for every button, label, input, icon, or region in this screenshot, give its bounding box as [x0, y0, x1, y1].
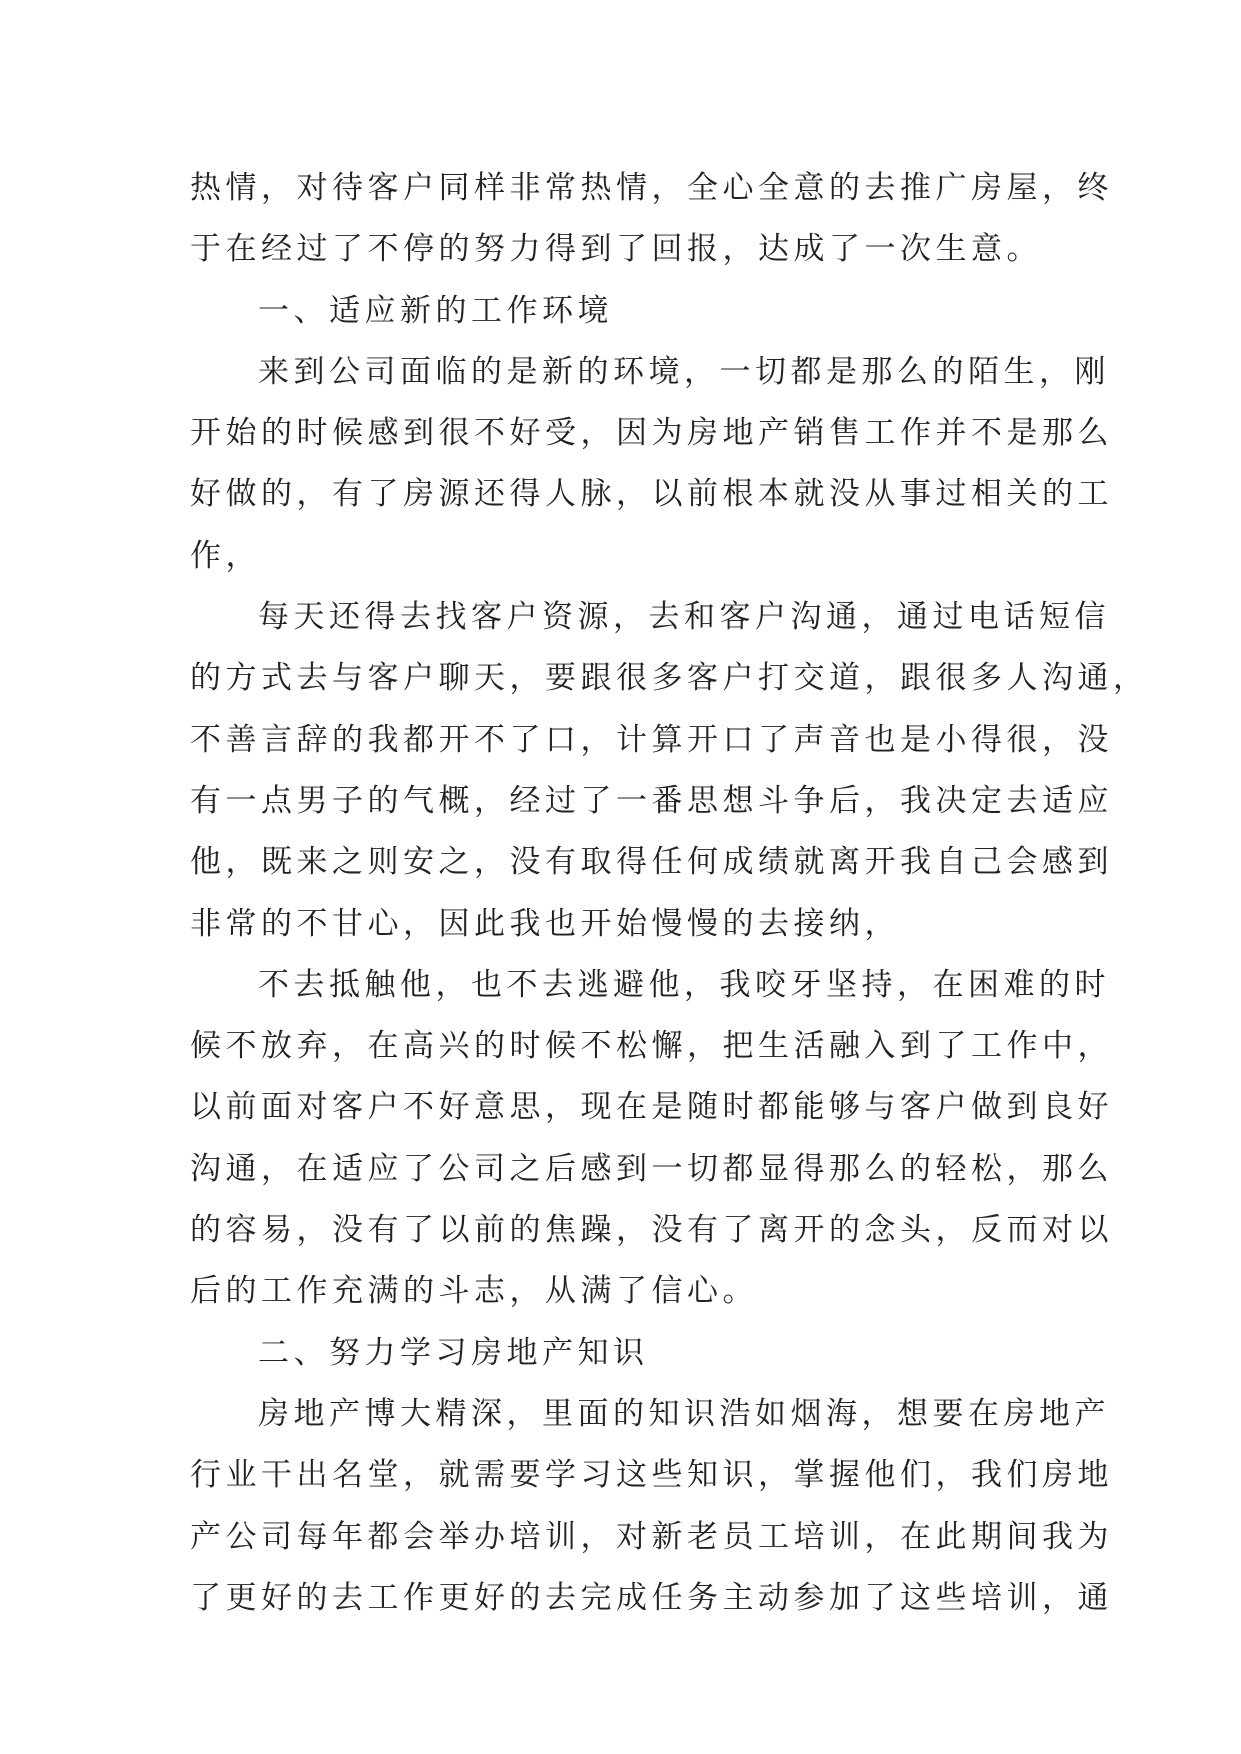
- text-line: 热情，对待客户同样非常热情，全心全意的去推广房屋，终: [190, 170, 1113, 206]
- text-line: 沟通，在适应了公司之后感到一切都显得那么的轻松，那么: [190, 1150, 1113, 1187]
- text-line: 一、适应新的工作环境: [258, 292, 613, 329]
- text-line: 好做的，有了房源还得人脉，以前根本就没从事过相关的工: [190, 476, 1113, 513]
- text-line: 房地产博大精深，里面的知识浩如烟海，想要在房地产: [258, 1395, 1110, 1432]
- text-line: 有一点男子的气概，经过了一番思想斗争后，我决定去适应: [190, 782, 1113, 819]
- document-body: [190, 158, 1149, 1629]
- text-line: 每天还得去找客户资源，去和客户沟通，通过电话短信: [258, 599, 1110, 636]
- text-line: 来到公司面临的是新的环境，一切都是那么的陌生，刚: [258, 353, 1110, 390]
- text-line: 他，既来之则安之，没有取得任何成绩就离开我自己会感到: [190, 844, 1113, 881]
- text-line: 产公司每年都会举办培训，对新老员工培训，在此期间我为: [190, 1518, 1113, 1555]
- text-line: 非常的不甘心，因此我也开始慢慢的去接纳，: [190, 905, 900, 942]
- text-line: 开始的时候感到很不好受，因为房地产销售工作并不是那么: [190, 415, 1113, 452]
- text-line: 候不放弃，在高兴的时候不松懈，把生活融入到了工作中，: [190, 1028, 1113, 1065]
- text-line: 以前面对客户不好意思，现在是随时都能够与客户做到良好: [190, 1089, 1113, 1126]
- text-line: 了更好的去工作更好的去完成任务主动参加了这些培训，通: [190, 1579, 1113, 1616]
- text-line: 不善言辞的我都开不了口，计算开口了声音也是小得很，没: [190, 721, 1113, 758]
- text-line: 的容易，没有了以前的焦躁，没有了离开的念头，反而对以: [190, 1212, 1113, 1249]
- text-line: 二、努力学习房地产知识: [258, 1334, 649, 1371]
- text-line: 后的工作充满的斗志，从满了信心。: [190, 1273, 758, 1310]
- text-line: 不去抵触他，也不去逃避他，我咬牙坚持，在困难的时: [258, 966, 1110, 1003]
- text-line: 的方式去与客户聊天，要跟很多客户打交道，跟很多人沟通，: [190, 660, 1149, 697]
- text-line: 于在经过了不停的努力得到了回报，达成了一次生意。: [190, 231, 1042, 268]
- text-line: 作，: [190, 537, 261, 574]
- text-line: 行业干出名堂，就需要学习这些知识，掌握他们，我们房地: [190, 1457, 1113, 1494]
